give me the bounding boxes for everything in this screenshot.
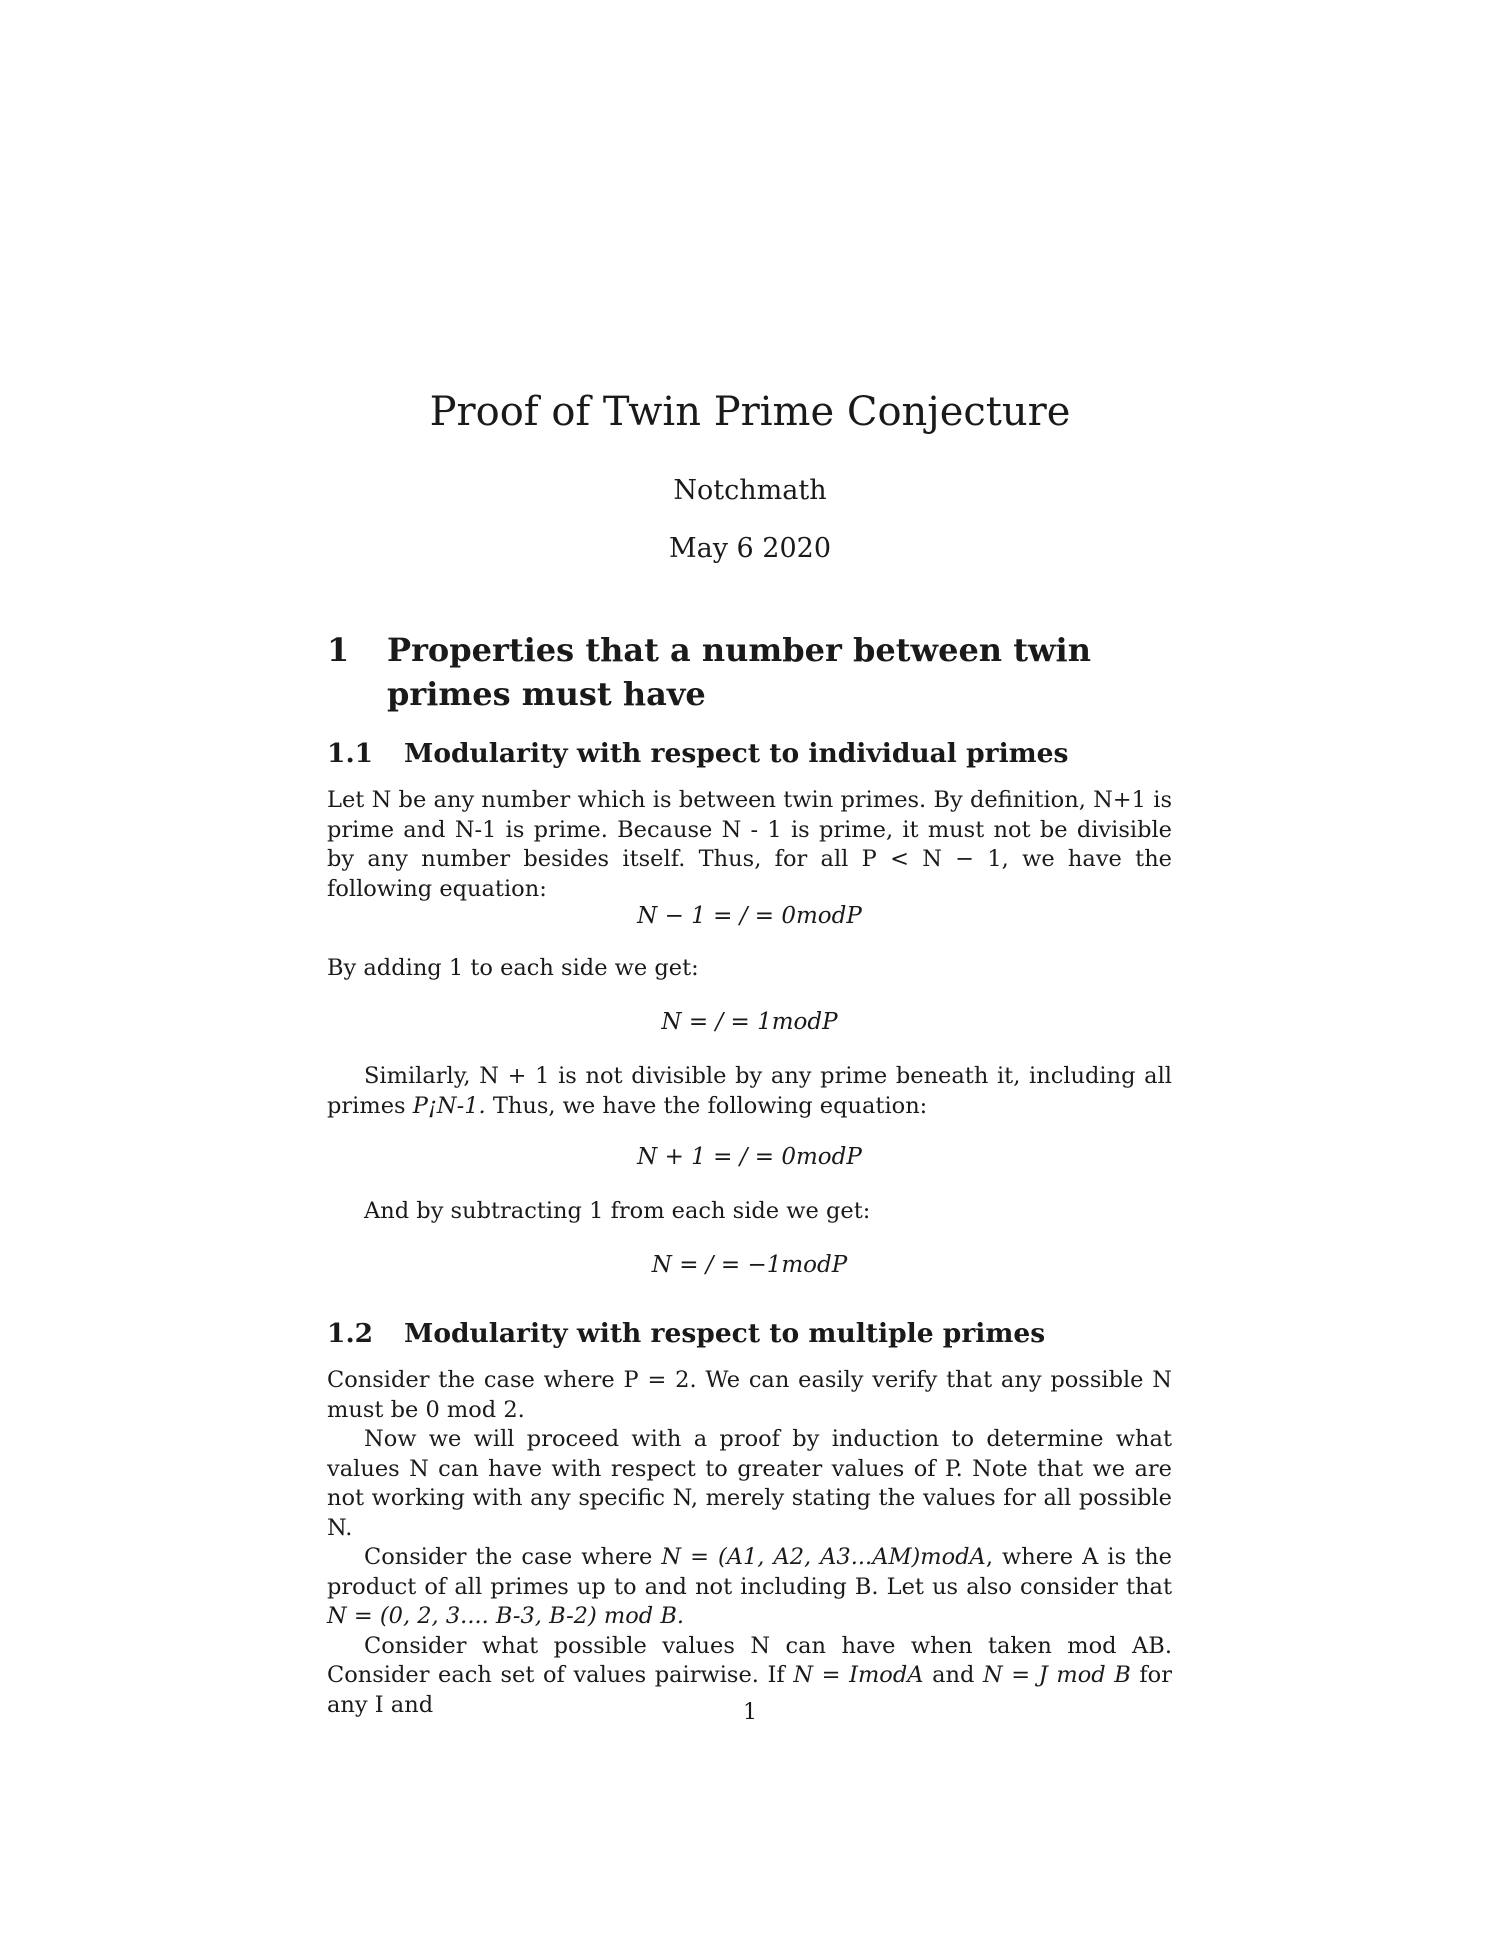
paper-title: Proof of Twin Prime Conjecture: [429, 389, 1071, 435]
paragraph: [327, 1062, 1172, 1121]
subsection-number: 1.1: [327, 738, 374, 769]
math-inline: N = ImodA: [793, 1662, 924, 1688]
subsection-body: [327, 1366, 1172, 1720]
paper-date: May 6 2020: [668, 533, 832, 564]
text-run: , where A is the product of all primes up to and not including B. Let us also consider that: [327, 1544, 1172, 1600]
subsection-title: Modularity with respect to individual primes: [404, 738, 1069, 769]
math-inline: N = J mod B: [983, 1662, 1131, 1688]
equation: N = / = 1modP: [661, 1009, 838, 1035]
paragraph: By adding 1 to each side we get:: [327, 955, 699, 981]
paragraph: [327, 1543, 1172, 1632]
subsection-heading-1-2: [327, 1317, 1172, 1351]
math-inline: P¡N-1.: [412, 1092, 486, 1119]
section-title: Properties that a number between twin primes must have: [387, 631, 1091, 713]
subsection-title: Modularity with respect to multiple primes: [404, 1318, 1046, 1349]
text-run: for any I and: [327, 1662, 1172, 1718]
paragraph: And by subtracting 1 from each side we get:: [364, 1198, 871, 1224]
subsection-heading-1-1: [327, 737, 1172, 771]
text-run: Consider the case where: [364, 1544, 662, 1570]
paragraph: Now we will proceed with a proof by induction to determine what values N can have with respect to greater values of P. Note that we are not working with any specific N, merely stating the values for all possible N.: [327, 1426, 1172, 1541]
paragraph: Consider the case where P = 2. We can easily verify that any possible N must be 0 mod 2.: [327, 1367, 1172, 1423]
text-run: Similarly, N + 1 is not divisible by any prime beneath it, including all primes: [327, 1063, 1172, 1119]
equation: N + 1 = / = 0modP: [637, 1144, 862, 1170]
equation: N − 1 = / = 0modP: [637, 903, 862, 929]
text-run: Thus, we have the following equation:: [485, 1092, 928, 1119]
math-inline: N = (A1, A2, A3...AM)modA: [661, 1544, 986, 1570]
text-run: and: [923, 1662, 984, 1688]
paper-author: Notchmath: [673, 475, 827, 506]
subsection-number: 1.2: [327, 1318, 374, 1349]
math-inline: N = (0, 2, 3.... B-3, B-2) mod B.: [327, 1603, 685, 1629]
section-number: 1: [327, 631, 350, 669]
page-number: 1: [743, 1700, 757, 1725]
paragraph: Let N be any number which is between twin primes. By definition, N+1 is prime and N-1 is prime. Because N - 1 is prime, it must not be divisible by any number besides itself. Thus, for all P < N − 1, we have the following equation:: [327, 787, 1172, 902]
equation: N = / = −1modP: [651, 1252, 848, 1278]
section-heading-1: [327, 628, 1172, 716]
text-run: Consider what possible values N can have when taken mod AB. Consider each set of values pairwise. If: [327, 1632, 1172, 1688]
